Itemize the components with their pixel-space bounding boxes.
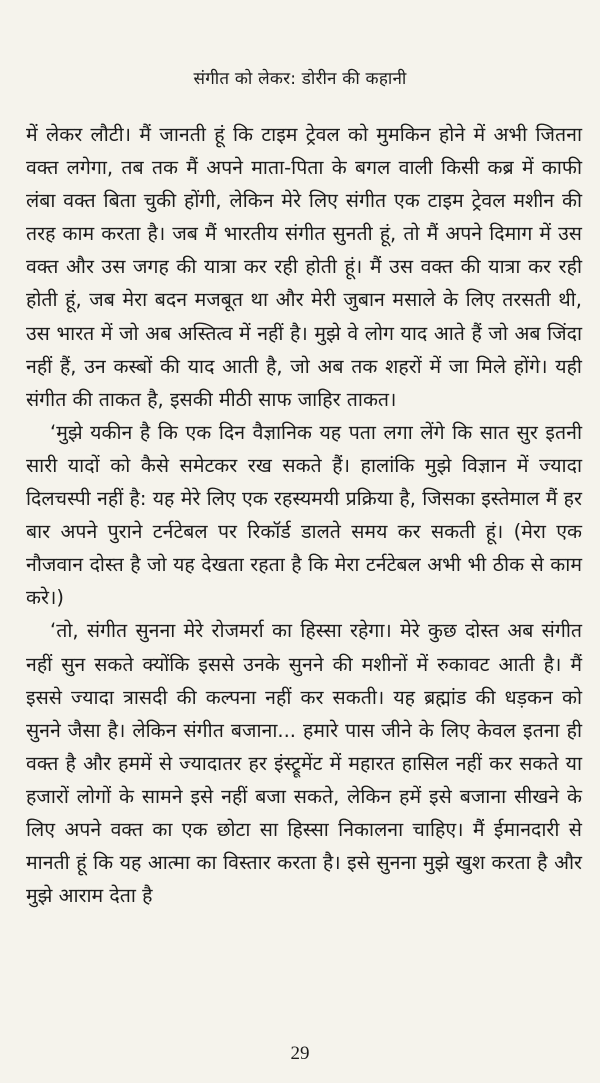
body-text: [26, 118, 582, 912]
paragraph-1: में लेकर लौटी। मैं जानती हूं कि टाइम ट्रेवल को मुमकिन होने में अभी जितना वक्त लगेगा, तब तक मैं अपने माता-पिता के बगल वाली किसी कब्र में काफी लंबा वक्त बिता चुकी होंगी, लेकिन मेरे लिए संगीत एक टाइम ट्रेवल मशीन की तरह काम करता है। जब मैं भारतीय संगीत सुनती हूं, तो मैं अपने दिमाग में उस वक्त और उस जगह की यात्रा कर रही होती हूं। मैं उस वक्त की यात्रा कर रही होती हूं, जब मेरा बदन मजबूत था और मेरी जुबान मसाले के लिए तरसती थी, उस भारत में जो अब अस्तित्व में नहीं है। मुझे वे लोग याद आते हैं जो अब जिंदा नहीं हैं, उन कस्बों की याद आती है, जो अब तक शहरों में जा मिले होंगे। यही संगीत की ताकत है, इसकी मीठी साफ जाहिर ताकत।: [26, 123, 582, 411]
paragraph-2: ‘मुझे यकीन है कि एक दिन वैज्ञानिक यह पता लगा लेंगे कि सात सुर इतनी सारी यादों को कैसे समेटकर रख सकते हैं। हालांकि मुझे विज्ञान में ज्यादा दिलचस्पी नहीं है: यह मेरे लिए एक रहस्यमयी प्रक्रिया है, जिसका इस्तेमाल मैं हर बार अपने पुराने टर्नटेबल पर रिकॉर्ड डालते समय कर सकती हूं। (मेरा एक नौजवान दोस्त है जो यह देखता रहता है कि मेरा टर्नटेबल अभी भी ठीक से काम करे।): [26, 420, 582, 610]
paragraph-3: ‘तो, संगीत सुनना मेरे रोजमर्रा का हिस्सा रहेगा। मेरे कुछ दोस्त अब संगीत नहीं सुन सकते क्योंकि इससे उनके सुनने की मशीनों में रुकावट आती है। मैं इससे ज्यादा त्रासदी की कल्पना नहीं कर सकती। यह ब्रह्मांड की धड़कन को सुनने जैसा है। लेकिन संगीत बजाना... हमारे पास जीने के लिए केवल इतना ही वक्त है और हममें से ज्यादातर हर इंस्ट्रूमेंट में महारत हासिल नहीं कर सकते या हजारों लोगों के सामने इसे नहीं बजा सकते, लेकिन हमें इसे बजाना सीखने के लिए अपने वक्त का एक छोटा सा हिस्सा निकालना चाहिए। मैं ईमानदारी से मानती हूं कि यह आत्मा का विस्तार करता है। इसे सुनना मुझे खुश करता है और मुझे आराम देता है: [26, 619, 582, 908]
page-number: 29: [290, 1043, 310, 1064]
running-header: संगीत को लेकर: डोरीन की कहानी: [193, 69, 407, 89]
